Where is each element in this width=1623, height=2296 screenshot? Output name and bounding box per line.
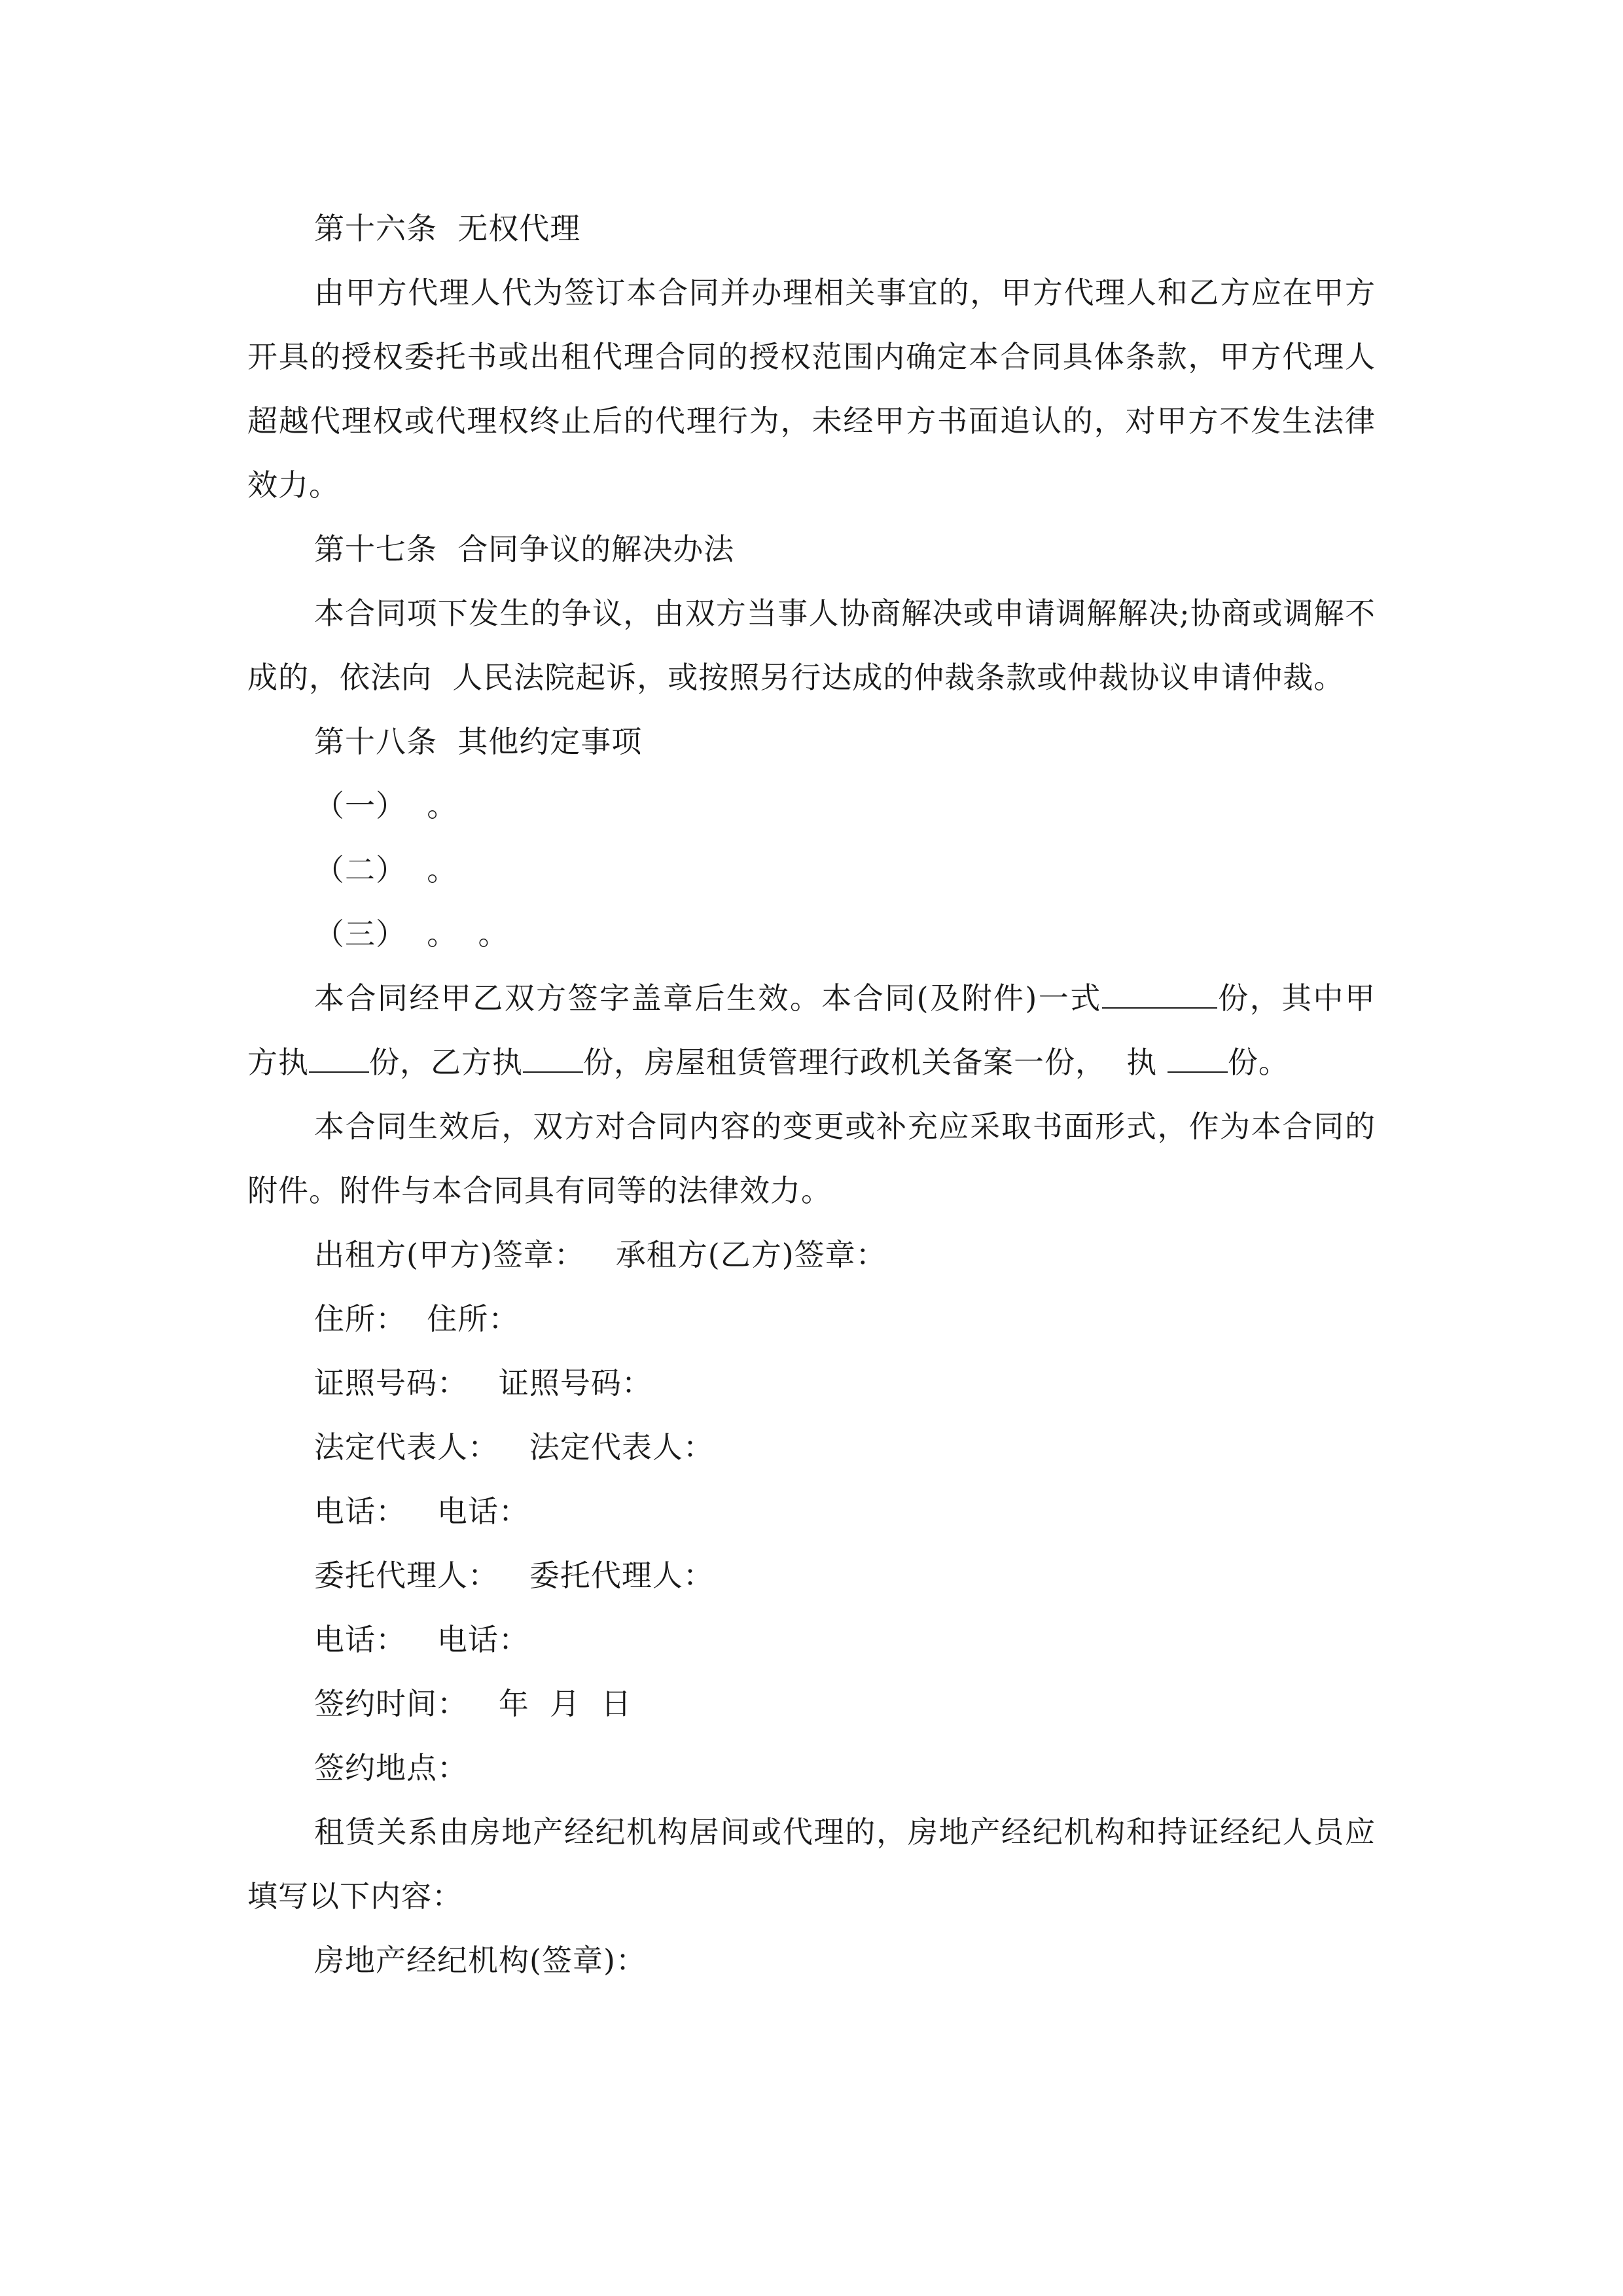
effect-text-d: 份，房屋租赁管理行政机关备案一份， 执 xyxy=(583,1045,1168,1080)
article-18-item: （一） 。 xyxy=(314,788,458,823)
party-b-copies-blank xyxy=(523,1045,583,1073)
effect-text-e: 份。 xyxy=(1227,1045,1289,1080)
document-page xyxy=(247,196,1376,1992)
copies-total-blank xyxy=(1102,981,1217,1009)
signature-line: 法定代表人： 法定代表人： xyxy=(314,1429,714,1465)
signature-line: 证照号码： 证照号码： xyxy=(314,1365,652,1401)
agency-seal-line: 房地产经纪机构(签章)： xyxy=(314,1943,647,1978)
effect-text-c: 份，乙方执 xyxy=(369,1045,523,1080)
party-a-copies-blank xyxy=(309,1045,369,1073)
article-17-title: 第十七条 合同争议的解决办法 xyxy=(314,531,735,567)
amendment-paragraph: 本合同生效后，双方对合同内容的变更或补充应采取书面形式，作为本合同的附件。附件与本合同具有同等的法律效力。 xyxy=(247,1109,1376,1208)
signature-line: 电话： 电话： xyxy=(314,1494,529,1529)
article-16-body: 由甲方代理人代为签订本合同并办理相关事宜的，甲方代理人和乙方应在甲方开具的授权委托书或出租代理合同的授权范围内确定本合同具体条款，甲方代理人超越代理权或代理权终止后的代理行为，未经甲方书面追认的，对甲方不发生法律效力。 xyxy=(247,275,1376,503)
signature-line: 签约时间： 年 月 日 xyxy=(314,1686,632,1721)
signature-line: 签约地点： xyxy=(314,1750,468,1785)
effect-text-a: 本合同经甲乙双方签字盖章后生效。本合同(及附件)一式 xyxy=(314,980,1102,1016)
signature-line: 委托代理人： 委托代理人： xyxy=(314,1558,714,1593)
article-18-item: （二） 。 xyxy=(314,852,458,888)
agency-paragraph: 租赁关系由房地产经纪机构居间或代理的，房地产经纪机构和持证经纪人员应填写以下内容： xyxy=(247,1814,1376,1914)
effect-paragraph xyxy=(247,966,1376,1094)
signature-line: 住所： 住所： xyxy=(314,1301,520,1336)
signature-line: 出租方(甲方)签章： 承租方(乙方)签章： xyxy=(314,1237,887,1272)
effect-text-b: 份，其中甲方执 xyxy=(247,980,1376,1080)
article-17-body: 本合同项下发生的争议，由双方当事人协商解决或申请调解解决;协商或调解不成的，依法向 人民法院起诉，或按照另行达成的仲裁条款或仲裁协议申请仲裁。 xyxy=(247,596,1376,695)
article-18-title: 第十八条 其他约定事项 xyxy=(314,724,643,759)
article-16-title: 第十六条 无权代理 xyxy=(314,211,581,246)
other-copies-blank xyxy=(1168,1045,1228,1073)
signature-line: 电话： 电话： xyxy=(314,1622,529,1657)
article-18-item: （三） 。 。 xyxy=(314,916,509,952)
